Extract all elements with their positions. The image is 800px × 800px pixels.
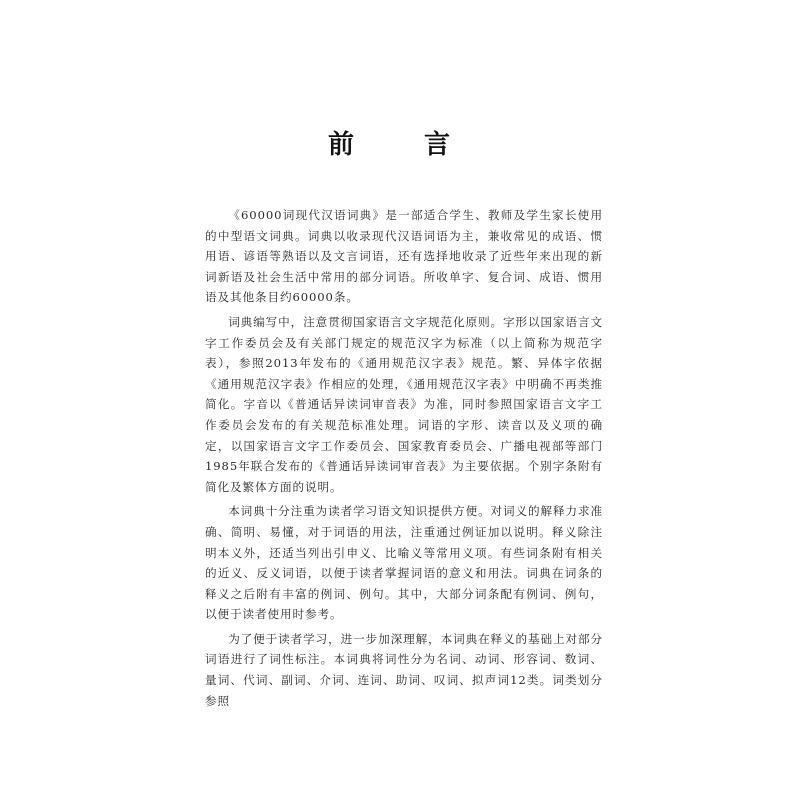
paragraph-3: 本词典十分注重为读者学习语文知识提供方便。对词义的解释力求准确、简明、易懂，对于词语的用法，注重通过例证加以说明。释义除注明本义外，还适当列出引申义、比喻义等常用义项。有些词条附有相关的近义、反义词语，以便于读者掌握词语的意义和用法。词典在词条的释义之后附有丰富的例词、例句。其中，大部分词条配有例词、例句，以便于读者使用时参考。 — [205, 504, 603, 622]
preface-body — [205, 205, 603, 795]
paragraph-2: 词典编写中，注意贯彻国家语言文字规范化原则。字形以国家语言文字工作委员会及有关部门规定的规范汉字为标准（以上简称为规范字表），参照2013年发布的《通用规范汉字表》规范。繁、异体字依据《通用规范汉字表》作相应的处理，《通用规范汉字表》中明确不再类推简化。字音以《普通话异读词审音表》为准，同时参照国家语言文字工作委员会发布的有关规范标准处理。词语的字形、读音以及义项的确定，以国家语言文字工作委员会、国家教育委员会、广播电视部等部门1985年联合发布的《普通话异读词审音表》为主要依据。个别字条附有简化及繁体方面的说明。 — [205, 314, 603, 494]
paragraph-4: 为了便于读者学习，进一步加深理解，本词典在释义的基础上对部分词语进行了词性标注。本词典将词性分为名词、动词、形容词、数词、量词、代词、副词、介词、连词、助词、叹词、拟声词12类。词类划分参照 — [205, 631, 603, 708]
paragraph-1: 《60000词现代汉语词典》是一部适合学生、教师及学生家长使用的中型语文词典。词典以收录现代汉语词语为主，兼收常见的成语、惯用语、谚语等熟语以及文言词语，还有选择地收录了近些年来出现的新词新语及社会生活中常用的部分词语。所收单字、复合词、成语、惯用语及其他条目约60000条。 — [205, 208, 603, 305]
page-title: 前 言 — [327, 130, 472, 160]
